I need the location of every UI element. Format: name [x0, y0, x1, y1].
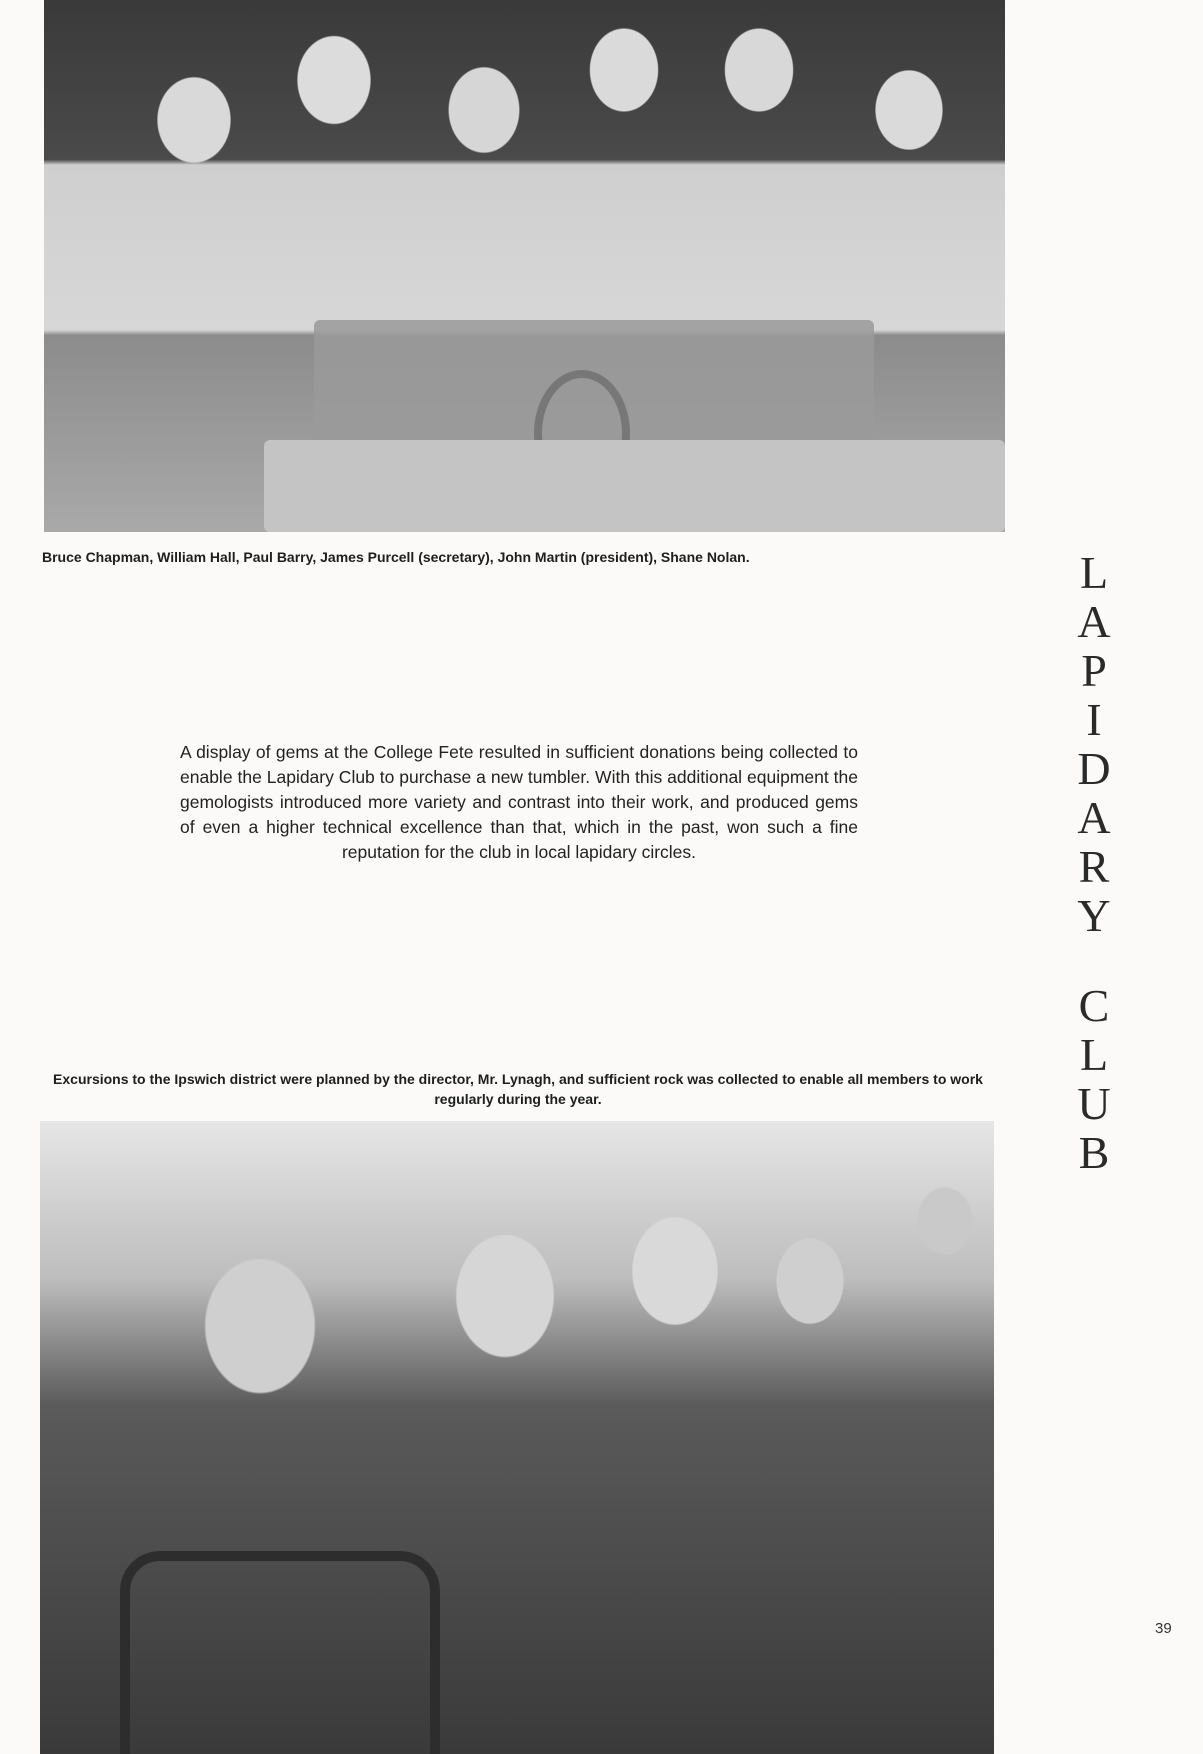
photo-lapidary-members — [44, 0, 1005, 532]
side-title-letter: U — [1077, 1078, 1111, 1129]
page-number: 39 — [1155, 1620, 1172, 1637]
side-title-word-club — [1054, 981, 1134, 1177]
bottom-photo-caption: Excursions to the Ipswich district were planned by the director, Mr. Lynagh, and sufficient rock was collected to enable all members to work regularly during the year. — [53, 1071, 983, 1107]
side-title-letter: L — [1079, 1029, 1109, 1080]
side-title-letter: C — [1078, 980, 1110, 1031]
bus-seat-rail — [120, 1551, 440, 1754]
club-description-paragraph: A display of gems at the College Fete resulted in sufficient donations being collected to enable the Lapidary Club to purchase a new tumbler. With this additional equipment the gemologists introduced more variety and contrast into their work, and produced gems of even a higher technical excellence than that, which in the past, won such a fine reputation for the club in local lapidary circles. — [180, 742, 858, 862]
side-title-letter: R — [1078, 841, 1110, 892]
side-title-lapidary-club — [1054, 548, 1134, 1177]
side-title-letter: D — [1077, 743, 1111, 794]
side-title-letter: I — [1086, 694, 1102, 745]
side-title-letter: L — [1079, 547, 1109, 598]
side-title-letter: A — [1077, 596, 1111, 647]
side-title-letter: Y — [1077, 890, 1111, 941]
photo-excursion-bus — [40, 1121, 994, 1754]
side-title-letter: B — [1078, 1127, 1110, 1178]
side-title-spacer — [1054, 940, 1134, 981]
workbench — [264, 440, 1005, 532]
top-photo-caption: Bruce Chapman, William Hall, Paul Barry, James Purcell (secretary), John Martin (president), Shane Nolan. — [42, 549, 750, 565]
side-title-word-lapidary — [1054, 548, 1134, 940]
side-title-letter: A — [1077, 792, 1111, 843]
side-title-letter: P — [1081, 645, 1107, 696]
